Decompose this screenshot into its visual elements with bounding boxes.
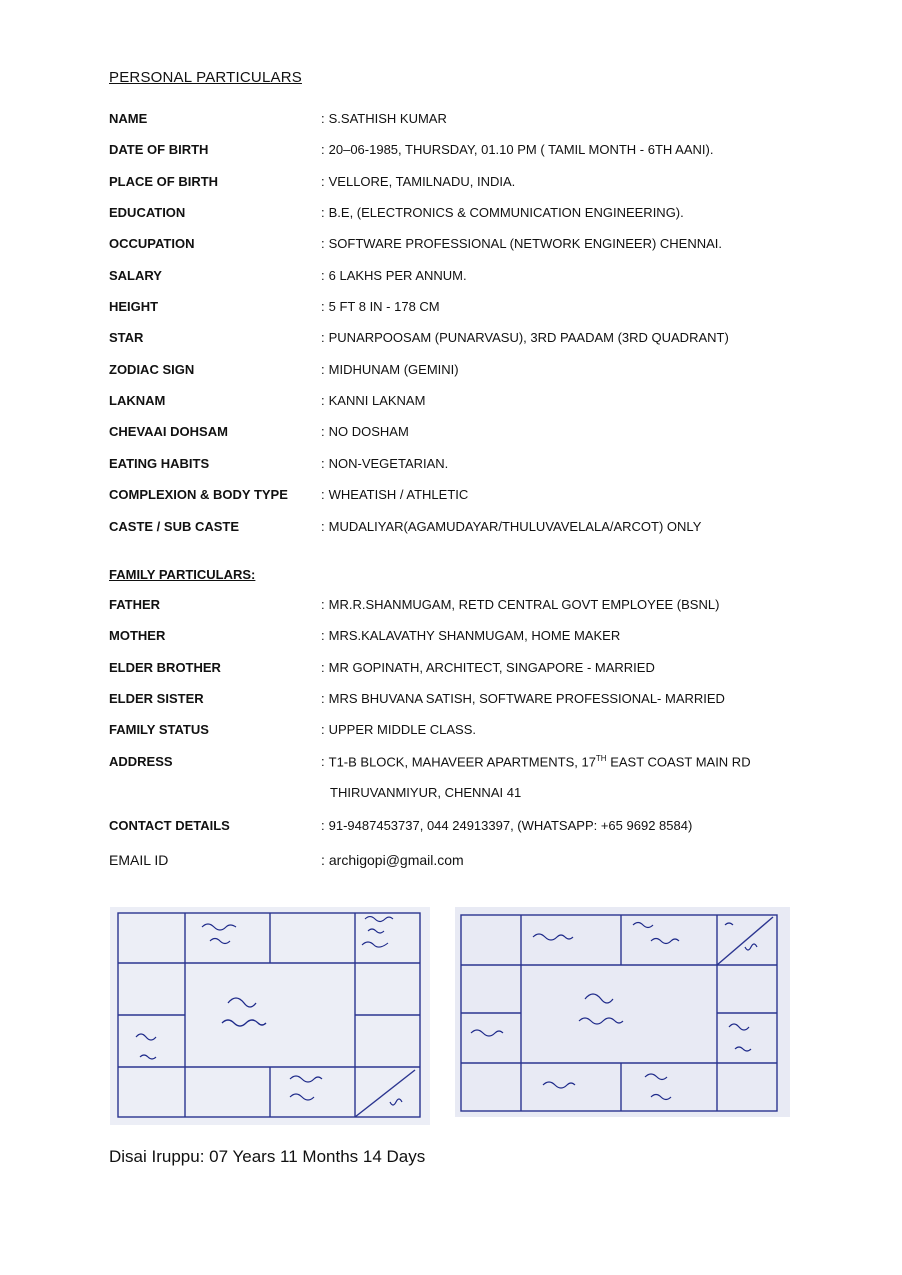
detail-value: : PUNARPOOSAM (PUNARVASU), 3RD PAADAM (3RD QUADRANT): [321, 330, 729, 345]
detail-row: [109, 660, 869, 680]
detail-row: [109, 722, 869, 742]
address-line-2: THIRUVANMIYUR, CHENNAI 41: [330, 785, 522, 800]
detail-label: MOTHER: [109, 628, 166, 643]
detail-value: : 6 LAKHS PER ANNUM.: [321, 268, 467, 283]
detail-row: [109, 424, 869, 444]
detail-value: : NO DOSHAM: [321, 424, 409, 439]
detail-value: : UPPER MIDDLE CLASS.: [321, 722, 476, 737]
detail-row: [109, 393, 869, 413]
detail-row: [109, 142, 869, 162]
detail-label: FATHER: [109, 597, 161, 612]
detail-value: : MRS BHUVANA SATISH, SOFTWARE PROFESSIONAL- MARRIED: [321, 691, 725, 706]
detail-label: STAR: [109, 330, 144, 345]
detail-row: [109, 330, 869, 350]
detail-row: [109, 174, 869, 194]
email-label: EMAIL ID: [109, 852, 169, 868]
address-line-1: : T1-B BLOCK, MAHAVEER APARTMENTS, 17TH EAST COAST MAIN RD: [321, 754, 751, 770]
detail-row: [109, 519, 869, 539]
detail-value: : MUDALIYAR(AGAMUDAYAR/THULUVAVELALA/ARCOT) ONLY: [321, 519, 702, 534]
detail-label: DATE OF BIRTH: [109, 142, 209, 157]
detail-value: : VELLORE, TAMILNADU, INDIA.: [321, 174, 516, 189]
detail-row: [109, 205, 869, 225]
detail-value: : WHEATISH / ATHLETIC: [321, 487, 469, 502]
contact-label: CONTACT DETAILS: [109, 818, 230, 833]
detail-label: OCCUPATION: [109, 236, 195, 251]
detail-label: CHEVAAI DOHSAM: [109, 424, 228, 439]
detail-value: : NON-VEGETARIAN.: [321, 456, 449, 471]
detail-row: [109, 691, 869, 711]
detail-label: NAME: [109, 111, 148, 126]
detail-label: COMPLEXION & BODY TYPE: [109, 487, 288, 502]
rasi-chart-image: [110, 907, 430, 1125]
detail-label: SALARY: [109, 268, 162, 283]
address-label: ADDRESS: [109, 754, 173, 769]
detail-value: : MIDHUNAM (GEMINI): [321, 362, 459, 377]
detail-value: : MR.R.SHANMUGAM, RETD CENTRAL GOVT EMPLOYEE (BSNL): [321, 597, 720, 612]
detail-label: PLACE OF BIRTH: [109, 174, 219, 189]
detail-row: [109, 299, 869, 319]
email-row: [109, 852, 869, 872]
detail-label: EDUCATION: [109, 205, 186, 220]
detail-value: : 20–06-1985, THURSDAY, 01.10 PM ( TAMIL MONTH - 6TH AANI).: [321, 142, 714, 157]
detail-row: [109, 268, 869, 288]
detail-value: : B.E, (ELECTRONICS & COMMUNICATION ENGINEERING).: [321, 205, 684, 220]
detail-label: FAMILY STATUS: [109, 722, 209, 737]
detail-value: : S.SATHISH KUMAR: [321, 111, 447, 126]
detail-value: : 5 FT 8 IN - 178 CM: [321, 299, 440, 314]
address-row: [109, 754, 869, 774]
detail-label: LAKNAM: [109, 393, 166, 408]
detail-value: : MRS.KALAVATHY SHANMUGAM, HOME MAKER: [321, 628, 621, 643]
disai-iruppu-text: Disai Iruppu: 07 Years 11 Months 14 Days: [109, 1147, 426, 1166]
family-particulars-heading: FAMILY PARTICULARS:: [109, 567, 256, 582]
detail-label: ELDER SISTER: [109, 691, 204, 706]
detail-label: EATING HABITS: [109, 456, 210, 471]
detail-value: : KANNI LAKNAM: [321, 393, 426, 408]
email-value: : archigopi@gmail.com: [321, 852, 464, 868]
personal-particulars-heading: PERSONAL PARTICULARS: [109, 69, 302, 86]
detail-row: [109, 236, 869, 256]
detail-row: [109, 362, 869, 382]
contact-row: [109, 818, 869, 838]
contact-value: : 91-9487453737, 044 24913397, (WHATSAPP: +65 9692 8584): [321, 818, 693, 833]
detail-label: HEIGHT: [109, 299, 159, 314]
detail-label: ZODIAC SIGN: [109, 362, 195, 377]
navamsa-chart-image: [455, 907, 790, 1117]
detail-row: [109, 597, 869, 617]
detail-row: [109, 487, 869, 507]
detail-row: [109, 456, 869, 476]
detail-row: [109, 628, 869, 648]
detail-value: : MR GOPINATH, ARCHITECT, SINGAPORE - MARRIED: [321, 660, 655, 675]
detail-label: ELDER BROTHER: [109, 660, 221, 675]
detail-label: CASTE / SUB CASTE: [109, 519, 240, 534]
detail-value: : SOFTWARE PROFESSIONAL (NETWORK ENGINEER) CHENNAI.: [321, 236, 723, 251]
detail-row: [109, 111, 869, 131]
